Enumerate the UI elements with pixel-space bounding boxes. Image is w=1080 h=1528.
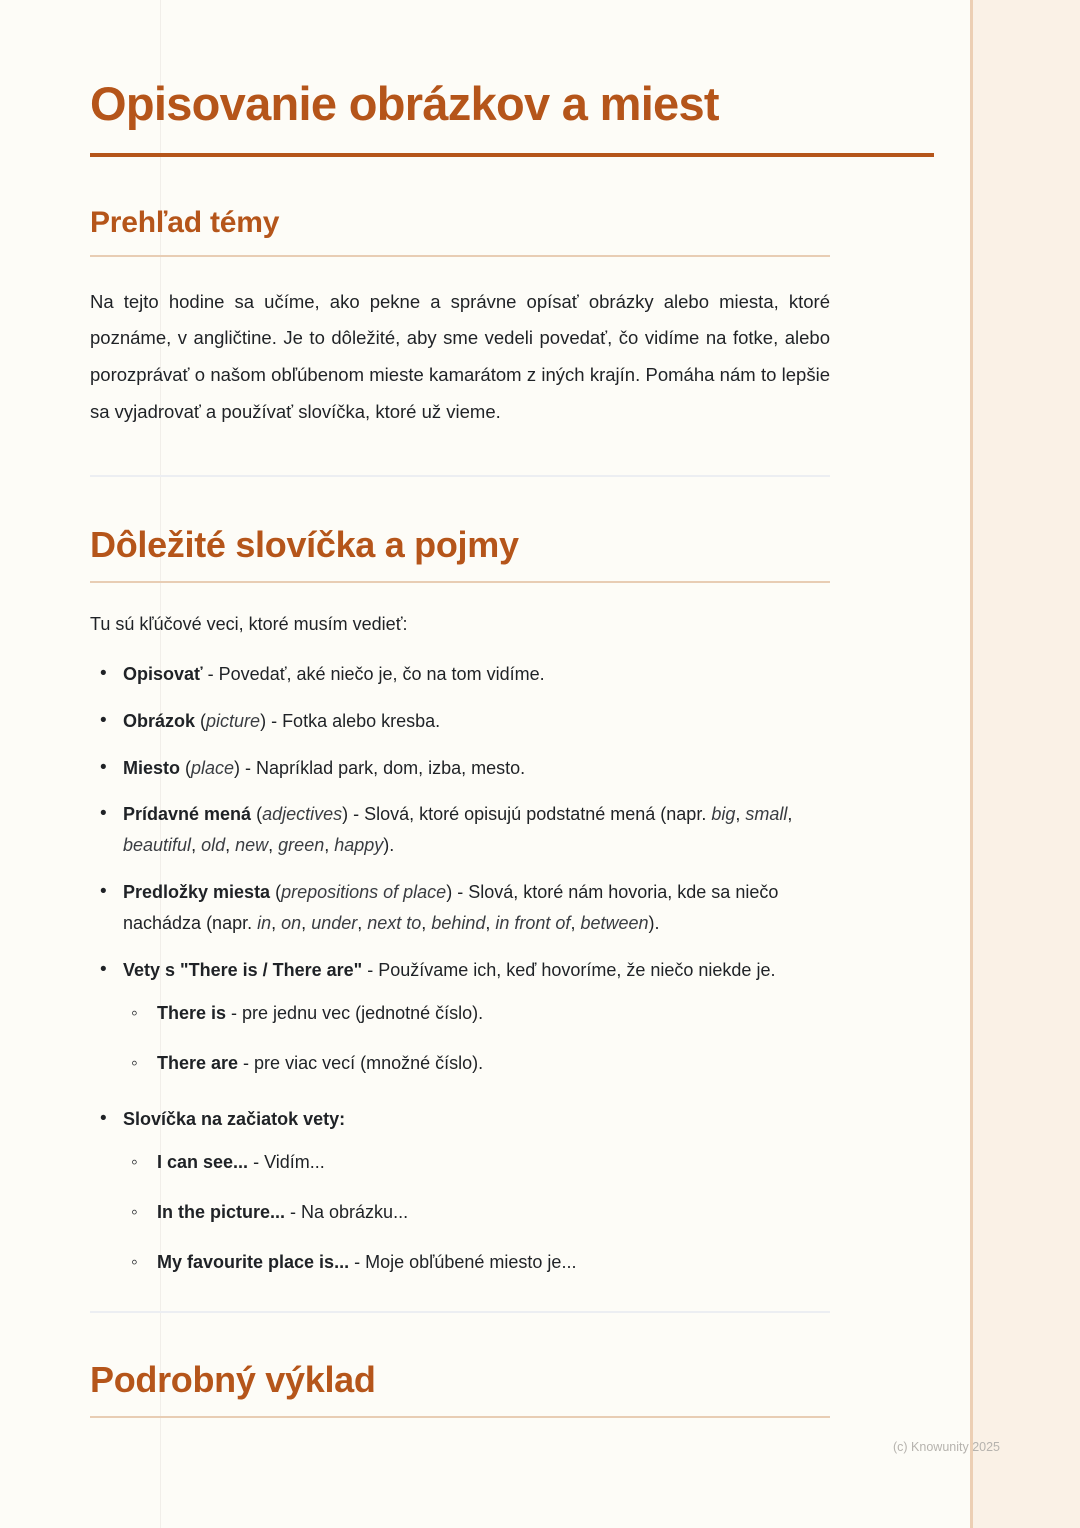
vocabulary-item-3-definition: Slová, ktoré opisujú podstatné mená (napr. xyxy=(364,804,712,825)
vocabulary-subitem: ◦ There is - pre jednu vec (jednotné číslo). xyxy=(123,998,830,1029)
section-heading-overview: Prehľad témy xyxy=(90,205,280,239)
vocabulary-item: • Obrázok (picture) - Fotka alebo kresba. xyxy=(90,706,830,737)
vocabulary-item-3-example: old xyxy=(201,835,226,856)
vocabulary-item-2-gloss: place xyxy=(191,757,235,778)
vocabulary-subitem: ◦ My favourite place is... - Moje obľúbené miesto je... xyxy=(123,1247,830,1278)
vocabulary-list xyxy=(90,659,830,1278)
section-heading-detail: Podrobný výklad xyxy=(90,1359,376,1401)
vocabulary-item-3-example: small xyxy=(745,804,788,825)
vocabulary-item-4-example: between xyxy=(580,913,649,934)
vocabulary-item-0-term: Opisovať xyxy=(123,663,203,684)
vocabulary-subitem-6-2-definition: Moje obľúbené miesto je... xyxy=(365,1251,577,1272)
overview-paragraph: Na tejto hodine sa učíme, ako pekne a správne opísať obrázky alebo miesta, ktoré poznáme, v angličtine. Je to dôležité, aby sme vedeli povedať, čo vidíme na fotke, alebo porozprávať o našom obľúbenom mieste kamarátom z iných krajín. Pomáha nám to lepšie sa vyjadrovať a používať slovíčka, ktoré už vieme. xyxy=(90,290,830,422)
title-underline xyxy=(90,153,934,157)
vocabulary-item-4-example: in xyxy=(257,913,272,934)
vocabulary-lead: Tu sú kľúčové veci, ktoré musím vedieť: xyxy=(90,614,408,635)
vocabulary-item-4-gloss: prepositions of place xyxy=(281,882,447,903)
vocabulary-subitem-6-1-definition: Na obrázku... xyxy=(301,1201,409,1222)
vocabulary-item-1-term: Obrázok xyxy=(123,710,196,731)
vocabulary-subitem: ◦ I can see... - Vidím... xyxy=(123,1147,830,1178)
vocabulary-subitem-6-0-term: I can see... xyxy=(157,1152,249,1173)
vocabulary-item-3-example: beautiful xyxy=(123,835,192,856)
vocabulary-item-4-term: Predložky miesta xyxy=(123,882,271,903)
vocabulary-item-3-term: Prídavné mená xyxy=(123,804,252,825)
vocabulary-item-3-example: new xyxy=(235,835,269,856)
vocabulary-subitem-5-0-definition: pre jednu vec (jednotné číslo). xyxy=(242,1003,484,1024)
section-heading-overview-underline xyxy=(90,255,830,257)
vocabulary-item: • Predložky miesta (prepositions of place) - Slová, ktoré nám hovoria, kde sa niečo nachádza (napr. in, on, under, next to, behind, in front of, between). xyxy=(90,877,830,939)
vocabulary-subitem: ◦ There are - pre viac vecí (množné číslo). xyxy=(123,1048,830,1079)
vocabulary-item-3-example: big xyxy=(711,804,736,825)
vocabulary-item-0-definition: Povedať, aké niečo je, čo na tom vidíme. xyxy=(218,663,545,684)
vocabulary-item: • Vety s "There is / There are" - Používame ich, keď hovoríme, že niečo niekde je. ◦ There is - pre jednu vec (jednotné číslo). ◦ There are - pre viac vecí (množné číslo). xyxy=(90,955,830,1078)
section-separator-1 xyxy=(90,475,830,477)
vocabulary-item-4-example: next to xyxy=(367,913,422,934)
vocabulary-subitem-6-2-term: My favourite place is... xyxy=(157,1251,350,1272)
vocabulary-item-2-definition: Napríklad park, dom, izba, mesto. xyxy=(256,757,526,778)
vocabulary-item-4-example: behind xyxy=(431,913,486,934)
vocabulary-subitem-5-0-term: There is xyxy=(157,1003,227,1024)
page-title: Opisovanie obrázkov a miest xyxy=(90,77,719,130)
vocabulary-subitem-5-1-term: There are xyxy=(157,1052,239,1073)
vocabulary-subitem-6-0-definition: Vidím... xyxy=(264,1152,325,1173)
vocabulary-sublist xyxy=(123,1147,830,1277)
vocabulary-item: • Miesto (place) - Napríklad park, dom, izba, mesto. xyxy=(90,753,830,784)
vocabulary-item-4-example: on xyxy=(281,913,302,934)
vocabulary-item-1-gloss: picture xyxy=(206,710,261,731)
vocabulary-item-3-example: green xyxy=(278,835,325,856)
section-heading-vocabulary-underline xyxy=(90,581,830,583)
vocabulary-item-5-definition: Používame ich, keď hovoríme, že niečo niekde je. xyxy=(378,960,776,981)
vocabulary-item-6-term: Slovíčka na začiatok vety: xyxy=(123,1109,346,1130)
vocabulary-item-4-example: in front of xyxy=(495,913,571,934)
vocabulary-item-4-definition: Slová, ktoré nám hovoria, kde sa niečo nachádza (napr. xyxy=(123,882,779,934)
section-heading-detail-underline xyxy=(90,1416,830,1418)
vocabulary-item-5-term: Vety s "There is / There are" xyxy=(123,960,363,981)
copyright-watermark: (c) Knowunity 2025 xyxy=(893,1440,1001,1454)
vocabulary-item-4-example: under xyxy=(311,913,358,934)
vocabulary-item xyxy=(90,1104,830,1277)
detail-section xyxy=(90,1359,830,1418)
vocabulary-section xyxy=(90,524,830,1277)
vocabulary-subitem-5-1-definition: pre viac vecí (množné číslo). xyxy=(254,1052,484,1073)
vocabulary-item: • Opisovať - Povedať, aké niečo je, čo na tom vidíme. xyxy=(90,659,830,690)
vocabulary-sublist xyxy=(123,998,830,1078)
vocabulary-item: • Prídavné mená (adjectives) - Slová, ktoré opisujú podstatné mená (napr. big, small, beautiful, old, new, green, happy). xyxy=(90,799,830,861)
section-heading-vocabulary: Dôležité slovíčka a pojmy xyxy=(90,524,519,566)
vocabulary-subitem-6-1-term: In the picture... xyxy=(157,1201,286,1222)
vocabulary-item-1-definition: Fotka alebo kresba. xyxy=(282,710,441,731)
section-separator-2 xyxy=(90,1311,830,1313)
vocabulary-item-3-example: happy xyxy=(334,835,384,856)
document-content xyxy=(90,78,830,1418)
vocabulary-item-2-term: Miesto xyxy=(123,757,181,778)
vocabulary-item-3-gloss: adjectives xyxy=(262,804,343,825)
vocabulary-subitem: ◦ In the picture... - Na obrázku... xyxy=(123,1197,830,1228)
